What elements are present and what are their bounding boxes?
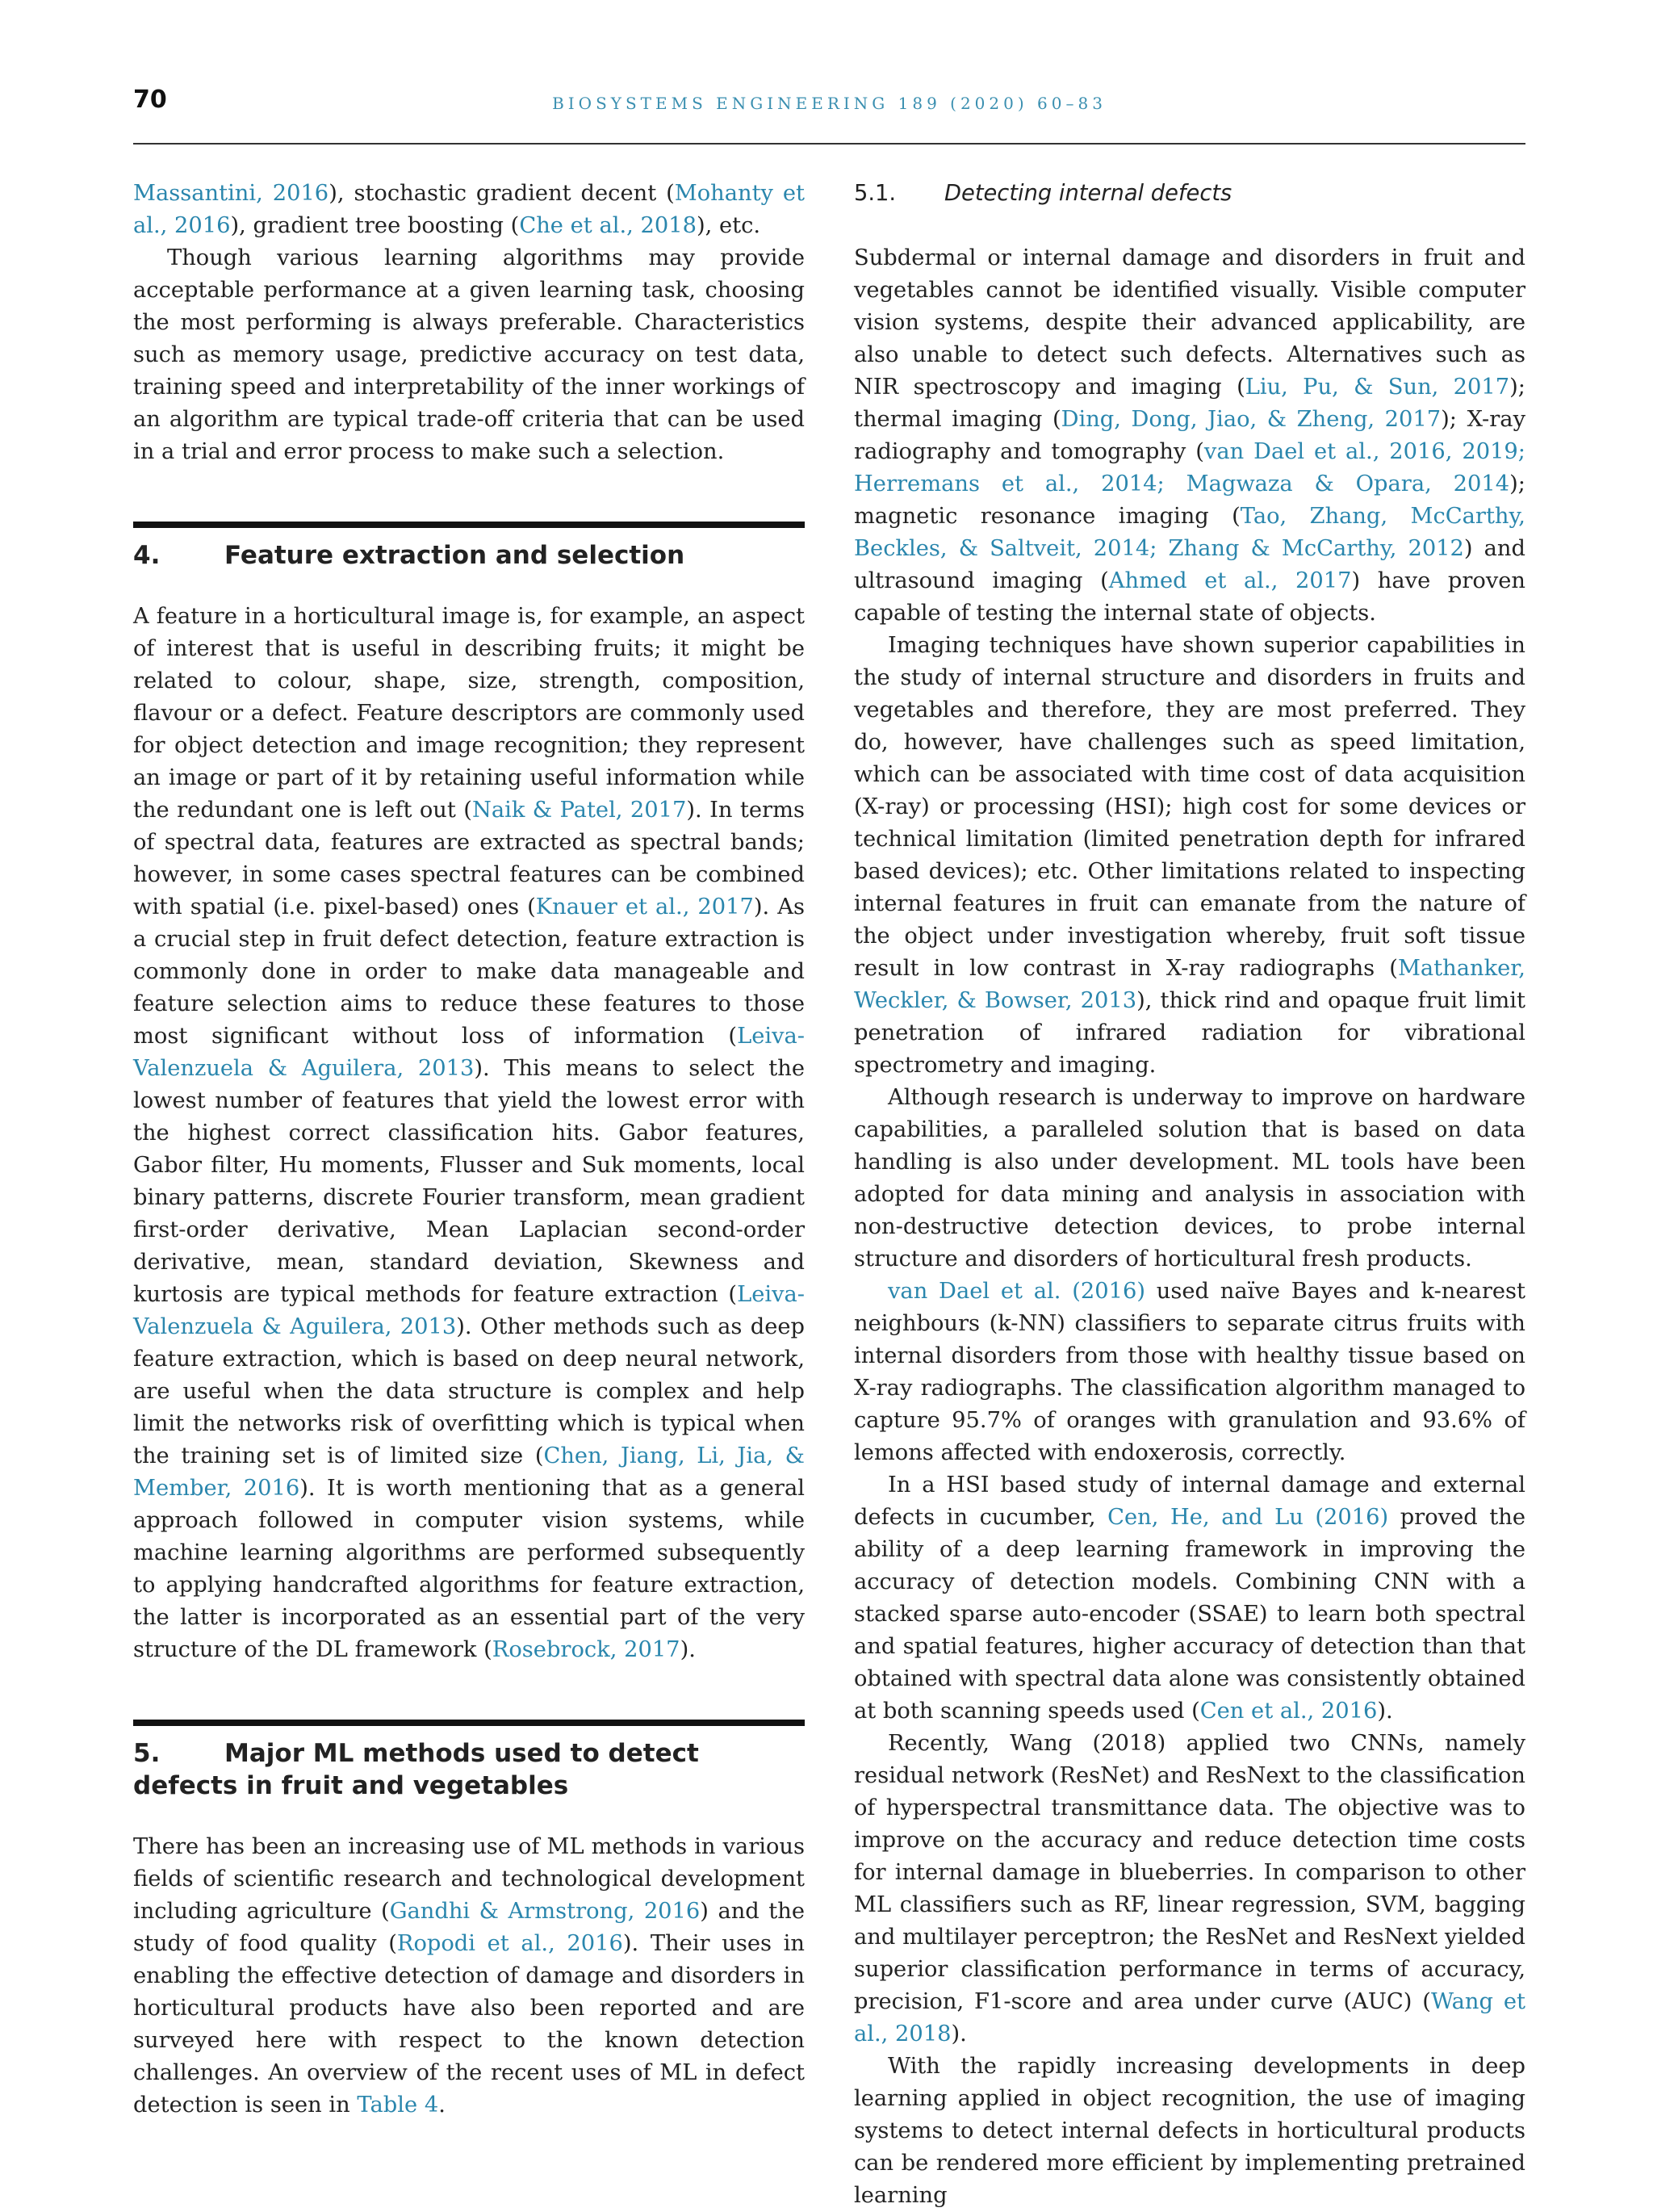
paragraph: Massantini, 2016), stochastic gradient decent (Mohanty et al., 2016), gradient tree boosting (Che et al., 2018), etc. bbox=[133, 181, 806, 238]
citation-link[interactable]: van Dael et al., 2016, 2019; Herremans et al., 2014; Magwaza & Opara, 2014 bbox=[854, 439, 1525, 496]
table-link[interactable]: Table 4 bbox=[357, 2093, 439, 2118]
citation-link[interactable]: Rosebrock, 2017 bbox=[492, 1637, 680, 1662]
citation-link[interactable]: Naik & Patel, 2017 bbox=[471, 798, 687, 823]
citation-link[interactable]: van Dael et al. (2016) bbox=[888, 1279, 1146, 1304]
subsection-title: Detecting internal defects bbox=[944, 181, 1232, 206]
section-heading bbox=[133, 1737, 805, 1802]
section-heading bbox=[133, 539, 805, 572]
citation-link[interactable]: Tao, Zhang, McCarthy, Beckles, & Saltveit, 2014; Zhang & McCarthy, 2012 bbox=[854, 504, 1525, 561]
section-number: 5. bbox=[133, 1739, 161, 1768]
paragraph: A feature in a horticultural image is, for example, an aspect of interest that is useful in describing fruits; it might be related to colour, shape, size, strength, composition, flavour or a defect. Feature descriptors are commonly used for object detection and image recognition; they represent an image or part of it by retaining useful information while the redundant one is left out (Naik & Patel, 2017). In terms of spectral data, features are extracted as spectral bands; however, in some cases spectral features can be combined with spatial (i.e. pixel-based) ones (Knauer et al., 2017). As a crucial step in fruit defect detection, feature extraction is commonly done in order to make data manageable and feature selection aims to reduce these features to those most significant without loss of information (Leiva-Valenzuela & Aguilera, 2013). This means to select the lowest number of features that yield the lowest error with the highest correct classification hits. Gabor features, Gabor filter, Hu moments, Flusser and Suk moments, local binary patterns, discrete Fourier transform, mean gradient first-order derivative, Mean Laplacian second-order derivative, mean, standard deviation, Skewness and kurtosis are typical methods for feature extraction (Leiva-Valenzuela & Aguilera, 2013). Other methods such as deep feature extraction, which is based on deep neural network, are useful when the data structure is complex and help limit the networks risk of overfitting which is typical when the training set is of limited size (Chen, Jiang, Li, Jia, & Member, 2016). It is worth mentioning that as a general approach followed in computer vision systems, while machine learning algorithms are performed subsequently to applying handcrafted algorithms for feature extraction, the latter is incorporated as an essential part of the very structure of the DL framework (Rosebrock, 2017). bbox=[133, 604, 806, 1662]
citation-link[interactable]: Cen, He, and Lu (2016) bbox=[1107, 1505, 1389, 1530]
paragraph: Although research is underway to improve on hardware capabilities, a paralleled solution that is based on data handling is also under development. ML tools have been adopted for data mining and analysis in association with non-destructive detection devices, to probe internal structure and disorders of horticultural fresh products. bbox=[854, 1085, 1525, 1271]
section-title: Major ML methods used to detect defects in fruit and vegetables bbox=[133, 1739, 699, 1800]
running-header: BIOSYSTEMS ENGINEERING 189 (2020) 60–83 bbox=[552, 94, 1107, 113]
paragraph: There has been an increasing use of ML methods in various fields of scientific research and technological development including agriculture (Gandhi & Armstrong, 2016) and the study of food quality (Ropodi et al., 2016). Their uses in enabling the effective detection of damage and disorders in horticultural products have also been reported and are surveyed here with respect to the known detection challenges. An overview of the recent uses of ML in defect detection is seen in Table 4. bbox=[133, 1834, 805, 2118]
paragraph: With the rapidly increasing developments in deep learning applied in object recognition, the use of imaging systems to detect internal defects in horticultural products can be rendered more efficient by implementing pretrained learning bbox=[854, 2054, 1525, 2208]
paragraph: In a HSI based study of internal damage and external defects in cucumber, Cen, He, and Lu (2016) proved the ability of a deep learning framework in improving the accuracy of detection models. Combining CNN with a stacked sparse auto-encoder (SSAE) to learn both spectral and spatial features, higher accuracy of detection than that obtained with spectral data alone was consistently obtained at both scanning speeds used (Cen et al., 2016). bbox=[854, 1473, 1525, 1724]
citation-link[interactable]: Gandhi & Armstrong, 2016 bbox=[389, 1899, 701, 1924]
citation-link[interactable]: Che et al., 2018 bbox=[519, 213, 697, 238]
citation-link[interactable]: Wang et al., 2018 bbox=[854, 1989, 1525, 2047]
citation-link[interactable]: Leiva-Valenzuela & Aguilera, 2013 bbox=[133, 1024, 805, 1081]
subsection-number: 5.1. bbox=[854, 181, 897, 206]
paragraph: van Dael et al. (2016) used naïve Bayes and k-nearest neighbours (k-NN) classifiers to separate citrus fruits with internal disorders from those with healthy tissue based on X-ray radiographs. The classification algorithm managed to capture 95.7% of oranges with granulation and 93.6% of lemons affected with endoxerosis, correctly. bbox=[854, 1279, 1525, 1465]
section-title: Feature extraction and selection bbox=[224, 541, 685, 570]
citation-link[interactable]: Cen et al., 2016 bbox=[1199, 1699, 1378, 1724]
section-rule bbox=[133, 1720, 805, 1726]
paragraph: Imaging techniques have shown superior capabilities in the study of internal structure and disorders in fruits and vegetables and therefore, they are most preferred. They do, however, have challenges such as speed limitation, which can be associated with time cost of data acquisition (X-ray) or processing (HSI); high cost for some devices or technical limitation (limited penetration depth for infrared based devices); etc. Other limitations related to inspecting internal features in fruit can emanate from the nature of the object under investigation whereby, fruit soft tissue result in low contrast in X-ray radiographs (Mathanker, Weckler, & Bowser, 2013), thick rind and opaque fruit limit penetration of infrared radiation for vibrational spectrometry and imaging. bbox=[854, 633, 1525, 1078]
citation-link[interactable]: Liu, Pu, & Sun, 2017 bbox=[1245, 375, 1510, 400]
subsection-heading bbox=[854, 178, 1525, 210]
paragraph: Subdermal or internal damage and disorders in fruit and vegetables cannot be identified visually. Visible computer vision systems, despite their advanced applicability, are also unable to detect such defects. Alternatives such as NIR spectroscopy and imaging (Liu, Pu, & Sun, 2017); thermal imaging (Ding, Dong, Jiao, & Zheng, 2017); X-ray radiography and tomography (van Dael et al., 2016, 2019; Herremans et al., 2014; Magwaza & Opara, 2014); magnetic resonance imaging (Tao, Zhang, McCarthy, Beckles, & Saltveit, 2014; Zhang & McCarthy, 2012) and ultrasound imaging (Ahmed et al., 2017) have proven capable of testing the internal state of objects. bbox=[854, 245, 1525, 626]
citation-link[interactable]: Ahmed et al., 2017 bbox=[1108, 568, 1352, 593]
header-rule bbox=[133, 143, 1525, 145]
citation-link[interactable]: Knauer et al., 2017 bbox=[535, 894, 754, 920]
citation-link[interactable]: Leiva-Valenzuela & Aguilera, 2013 bbox=[133, 1282, 805, 1339]
section-rule bbox=[133, 522, 805, 528]
citation-link[interactable]: Mohanty et al., 2016 bbox=[133, 181, 806, 238]
right-column bbox=[854, 178, 1525, 2212]
citation-link[interactable]: Massantini, 2016 bbox=[133, 181, 329, 206]
citation-link[interactable]: Chen, Jiang, Li, Jia, & Member, 2016 bbox=[133, 1443, 805, 1501]
citation-link[interactable]: Ding, Dong, Jiao, & Zheng, 2017 bbox=[1061, 407, 1442, 432]
paragraph: Though various learning algorithms may provide acceptable performance at a given learning task, choosing the most performing is always preferable. Characteristics such as memory usage, predictive accuracy on test data, training speed and interpretability of the inner workings of an algorithm are typical trade-off criteria that can be used in a trial and error process to make such a selection. bbox=[133, 245, 805, 464]
paragraph: Recently, Wang (2018) applied two CNNs, namely residual network (ResNet) and ResNext to the classification of hyperspectral transmittance data. The objective was to improve on the accuracy and reduce detection time costs for internal damage in blueberries. In comparison to other ML classifiers such as RF, linear regression, SVM, bagging and multilayer perceptron; the ResNet and ResNext yielded superior classification performance in terms of accuracy, precision, F1-score and area under curve (AUC) (Wang et al., 2018). bbox=[854, 1731, 1525, 2047]
citation-link[interactable]: Mathanker, Weckler, & Bowser, 2013 bbox=[854, 956, 1525, 1013]
citation-link[interactable]: Ropodi et al., 2016 bbox=[396, 1931, 623, 1956]
left-column bbox=[133, 178, 805, 2122]
page-number: 70 bbox=[133, 86, 167, 114]
section-number: 4. bbox=[133, 541, 161, 570]
